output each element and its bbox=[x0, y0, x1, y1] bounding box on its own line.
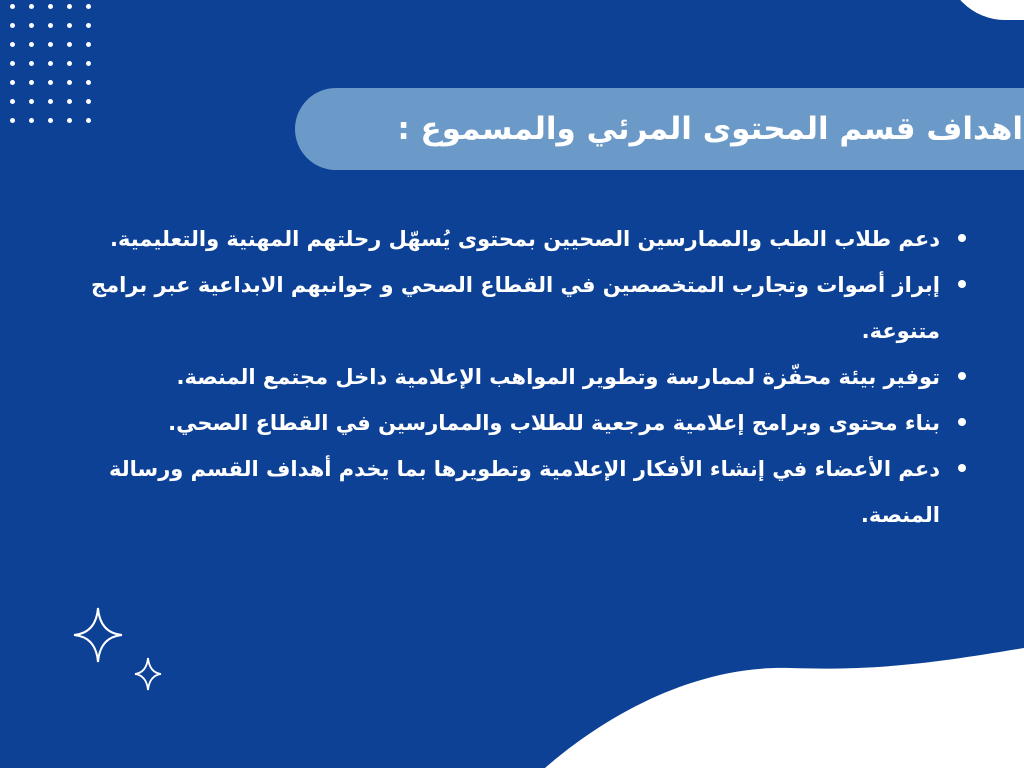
goal-text: إبراز أصوات وتجارب المتخصصين في القطاع الصحي و جوانبهم الابداعية عبر برامج متنوعة. bbox=[90, 273, 940, 343]
goal-text: دعم الأعضاء في إنشاء الأفكار الإعلامية وتطويرها بما يخدم أهداف القسم ورسالة المنصة. bbox=[109, 457, 940, 527]
goal-text: توفير بيئة محفّزة لممارسة وتطوير المواهب الإعلامية داخل مجتمع المنصة. bbox=[176, 365, 940, 389]
goal-text: دعم طلاب الطب والممارسين الصحيين بمحتوى يُسهّل رحلتهم المهنية والتعليمية. bbox=[110, 227, 940, 251]
page-title: اهداف قسم المحتوى المرئي والمسموع : bbox=[397, 111, 1023, 147]
goal-text: بناء محتوى وبرامج إعلامية مرجعية للطلاب والممارسين في القطاع الصحي. bbox=[168, 411, 940, 435]
